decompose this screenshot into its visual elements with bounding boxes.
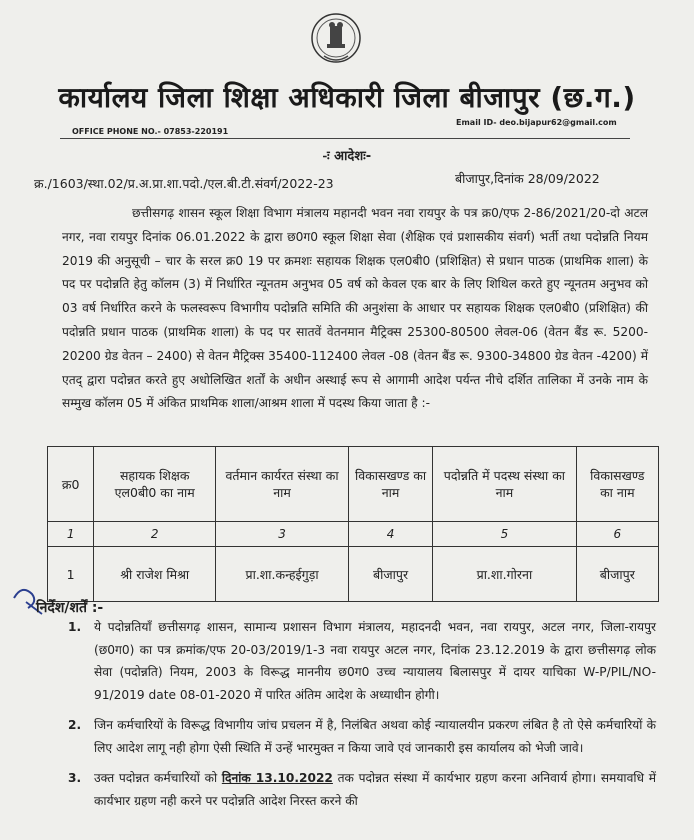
col-number: 6 xyxy=(576,522,658,547)
table-row xyxy=(48,547,659,602)
col-header-block: विकासखण्ड का नाम xyxy=(348,447,432,522)
table-header-row xyxy=(48,447,659,522)
col-number: 5 xyxy=(433,522,577,547)
state-emblem-icon xyxy=(310,12,362,72)
item-text-after: तक पदोन्नत संस्था में कार्यभार ग्रहण करना अनिवार्य होगा। समयावधि में कार्यभार ग्रहण नही करने पर पदोन्नति आदेश निरस्त करने की xyxy=(94,771,656,808)
item-number: 3. xyxy=(68,771,82,785)
cell-teacher-name: श्री राजेश मिश्रा xyxy=(94,547,216,602)
item-number: 1. xyxy=(68,620,82,634)
cell-block: बीजापुर xyxy=(348,547,432,602)
item-number: 2. xyxy=(68,718,82,732)
item-text-before: उक्त पदोन्नत कर्मचारियों को xyxy=(94,771,222,785)
col-header-serial: क्र0 xyxy=(48,447,94,522)
body-paragraph: छत्तीसगढ़ शासन स्कूल शिक्षा विभाग मंत्रालय महानदी भवन नवा रायपुर के पत्र क्र0/एफ 2-86/2021/20-दो अटल नगर, नवा रायपुर दिनांक 06.01.2022 के द्वारा छ0ग0 स्कूल शिक्षा सेवा (शैक्षिक एवं प्रशासकीय संवर्ग) भर्ती तथा पदोन्नति नियम 2019 की अनुसूची – चार के सरल क्र0 19 पर क्रमशः सहायक शिक्षक एल0बी0 (प्रशिक्षित) से प्रधान पाठक (प्राथमिक शाला) के पद पर पदोन्नति हेतु कॉलम (3) में निर्धारित न्यूनतम अनुभव 05 वर्ष को केवल एक बार के लिए शिथिल करते हुए न्यूनतम अनुभव को 03 वर्ष निर्धारित करने के फलस्वरूप विभागीय पदोन्नति समिति की अनुशंसा के आधार पर सहायक शिक्षक एल0बी0 (प्रशिक्षित) की पदोन्नति प्रधान पाठक (प्राथमिक शाला) के पद पर सातवें वेतनमान मैट्रिक्स 25300-80500 लेवल-06 (वेतन बैंड रू. 5200-20200 ग्रेड वेतन – 2400) से वेतन मैट्रिक्स 35400-112400 लेवल -08 (वेतन बैंड रू. 9300-34800 ग्रेड वेतन -4200) में एतद् द्वारा पदोन्नत करते हुए अधोलिखित शर्तों के अधीन अस्थाई रूप से आगामी आदेश पर्यन्त नीचे दर्शित तालिका में उनके नाम के सम्मुख कॉलम 05 में अंकित प्राथमिक शाला/आश्रम शाला में पदस्थ किया जाता है :- xyxy=(62,206,648,411)
col-number: 4 xyxy=(348,522,432,547)
col-header-posted-block: विकासखण्ड का नाम xyxy=(576,447,658,522)
item-text: ये पदोन्नतियाँ छत्तीसगढ़ शासन, सामान्य प्रशासन विभाग मंत्रालय, महादनदी भवन, नवा रायपुर, अटल नगर, जिला-रायपुर (छ0ग0) का पत्र क्रमांक/एफ 20-03/2019/1-3 नवा रायपुर अटल नगर, दिनांक 23.12.2019 के द्वारा छत्तीसगढ़ लोक सेवा (पदोन्नति) नियम, 2003 के विरूद्ध माननीय छ0ग0 उच्च न्यायालय बिलासपुर में दायर याचिका W-P/PIL/NO-91/2019 date 08-01-2020 में पारित अंतिम आदेश के अध्याधीन होगी। xyxy=(94,620,656,702)
item-text: जिन कर्मचारियों के विरूद्ध विभागीय जांच प्रचलन में है, निलंबित अथवा कोई न्यायालयीन प्रकरण लंबित है तो ऐसे कर्मचारियों के लिए आदेश लागू नही होगा ऐसी स्थिति में उन्हें भारमुक्त न किया जावे एवं जानकारी इस कार्यालय को भेजी जावे। xyxy=(94,718,656,755)
cell-posted-institution: प्रा.शा.गोरना xyxy=(433,547,577,602)
cell-posted-block: बीजापुर xyxy=(576,547,658,602)
order-heading: -ः आदेशः- xyxy=(322,149,372,164)
order-date: बीजापुर,दिनांक 28/09/2022 xyxy=(455,171,600,186)
office-phone: OFFICE PHONE NO.- 07853-220191 xyxy=(72,127,229,136)
joining-deadline: दिनांक 13.10.2022 xyxy=(221,771,333,785)
instructions-list xyxy=(68,616,656,820)
col-number: 1 xyxy=(48,522,94,547)
header-divider xyxy=(60,138,630,139)
order-reference: क्र./1603/स्था.02/प्र.अ.प्रा.शा.पदो./एल.बी.टी.संवर्ग/2022-23 xyxy=(34,176,334,191)
col-number: 3 xyxy=(216,522,349,547)
cell-current-institution: प्रा.शा.कन्हईगुड़ा xyxy=(216,547,349,602)
office-title: कार्यालय जिला शिक्षा अधिकारी जिला बीजापुर (छ.ग.) xyxy=(58,81,636,114)
col-header-posted-institution: पदोन्नति में पदस्थ संस्था का नाम xyxy=(433,447,577,522)
col-header-teacher-name: सहायक शिक्षक एल0बी0 का नाम xyxy=(94,447,216,522)
list-item xyxy=(68,714,656,759)
list-item xyxy=(68,767,656,812)
office-email: Email ID- deo.bijapur62@gmail.com xyxy=(456,118,617,127)
promotion-table xyxy=(47,446,659,602)
instructions-heading: निर्देश/शर्तें :- xyxy=(36,600,104,616)
order-body xyxy=(62,202,648,416)
table-column-number-row xyxy=(48,522,659,547)
col-header-current-institution: वर्तमान कार्यरत संस्था का नाम xyxy=(216,447,349,522)
col-number: 2 xyxy=(94,522,216,547)
cell-serial: 1 xyxy=(48,547,94,602)
list-item xyxy=(68,616,656,706)
